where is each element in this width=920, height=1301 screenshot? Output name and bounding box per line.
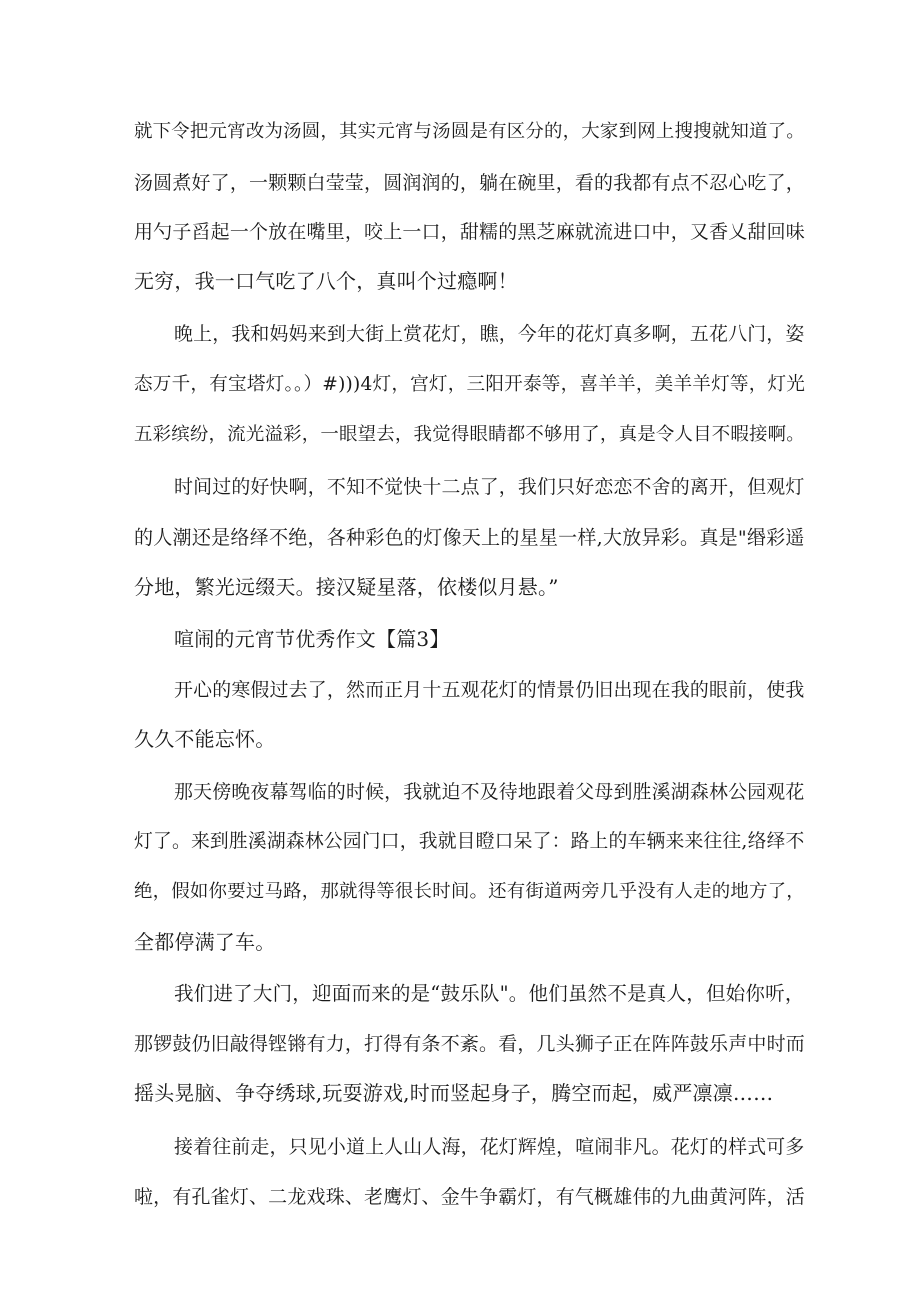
- paragraph-start: 开心的寒假过去了，然而正月十五观花灯的情景仍旧出现在我的眼前，使我: [174, 679, 805, 701]
- text-line: 分地，繁光远缀天。接汉疑星落，依楼似月悬。”: [134, 575, 559, 599]
- paragraph-start: 那天傍晚夜幕驾临的时候，我就迫不及待地跟着父母到胜溪湖森林公园观花: [174, 781, 805, 803]
- text-line: 久久不能忘怀。: [134, 727, 276, 751]
- text-line: 五彩缤纷，流光溢彩，一眼望去，我觉得眼睛都不够用了，真是令人目不暇接啊。: [134, 424, 805, 445]
- paragraph-start: 我们进了大门，迎面而来的是“鼓乐队"。他们虽然不是真人，但始你听，: [174, 982, 805, 1005]
- text-line: 那锣鼓仍旧敲得铿锵有力，打得有条不紊。看，几头狮子正在阵阵鼓乐声中时而: [134, 1033, 805, 1055]
- text-line: 摇头晃脑、争夺绣球,玩耍游戏,时而竖起身子，腾空而起，威严凛凛……: [134, 1081, 774, 1105]
- text-line: 汤圆煮好了，一颗颗白莹莹，圆润润的，躺在碗里，看的我都有点不忍心吃了，: [134, 172, 805, 194]
- paragraph-start: 时间过的好快啊，不知不觉快十二点了，我们只好恋恋不舍的离开，但观灯: [174, 476, 805, 498]
- text-line: 的人潮还是络绎不绝，各种彩色的灯像天上的星星一样,大放异彩。真是"缗彩遥: [134, 527, 805, 549]
- text-line: 就下令把元宵改为汤圆，其实元宵与汤圆是有区分的，大家到网上搜搜就知道了。: [134, 121, 805, 142]
- paragraph-start: 晚上，我和妈妈来到大街上赏花灯，瞧，今年的花灯真多啊，五花八门，姿: [174, 323, 805, 345]
- text-line: 无穷，我一口气吃了八个，真叫个过瘾啊！: [134, 269, 518, 293]
- text-line: 绝，假如你要过马路，那就得等很长时间。还有街道两旁几乎没有人走的地方了，: [134, 881, 805, 902]
- text-line: 啦，有孔雀灯、二龙戏珠、老鹰灯、金牛争霸灯，有气概雄伟的九曲黄河阵，活: [134, 1186, 805, 1208]
- text-line: 全都停满了车。: [134, 930, 276, 954]
- text-line: 灯了。来到胜溪湖森林公园门口，我就目瞪口呆了：路上的车辆来来往往,络绎不: [134, 831, 805, 852]
- text-line: 用勺子舀起一个放在嘴里，咬上一口，甜糯的黑芝麻就流进口中，又香乂甜回味: [134, 221, 805, 243]
- paragraph-start: 接着往前走，只见小道上人山人海，花灯辉煌，喧闹非凡。花灯的样式可多: [174, 1136, 805, 1158]
- text-line: 态万千，有宝塔灯。。）#)))4灯，宫灯，三阳开泰等，喜羊羊，美羊羊灯等，灯光: [134, 374, 806, 395]
- section-heading: 喧闹的元宵节优秀作文【篇3】: [174, 627, 450, 651]
